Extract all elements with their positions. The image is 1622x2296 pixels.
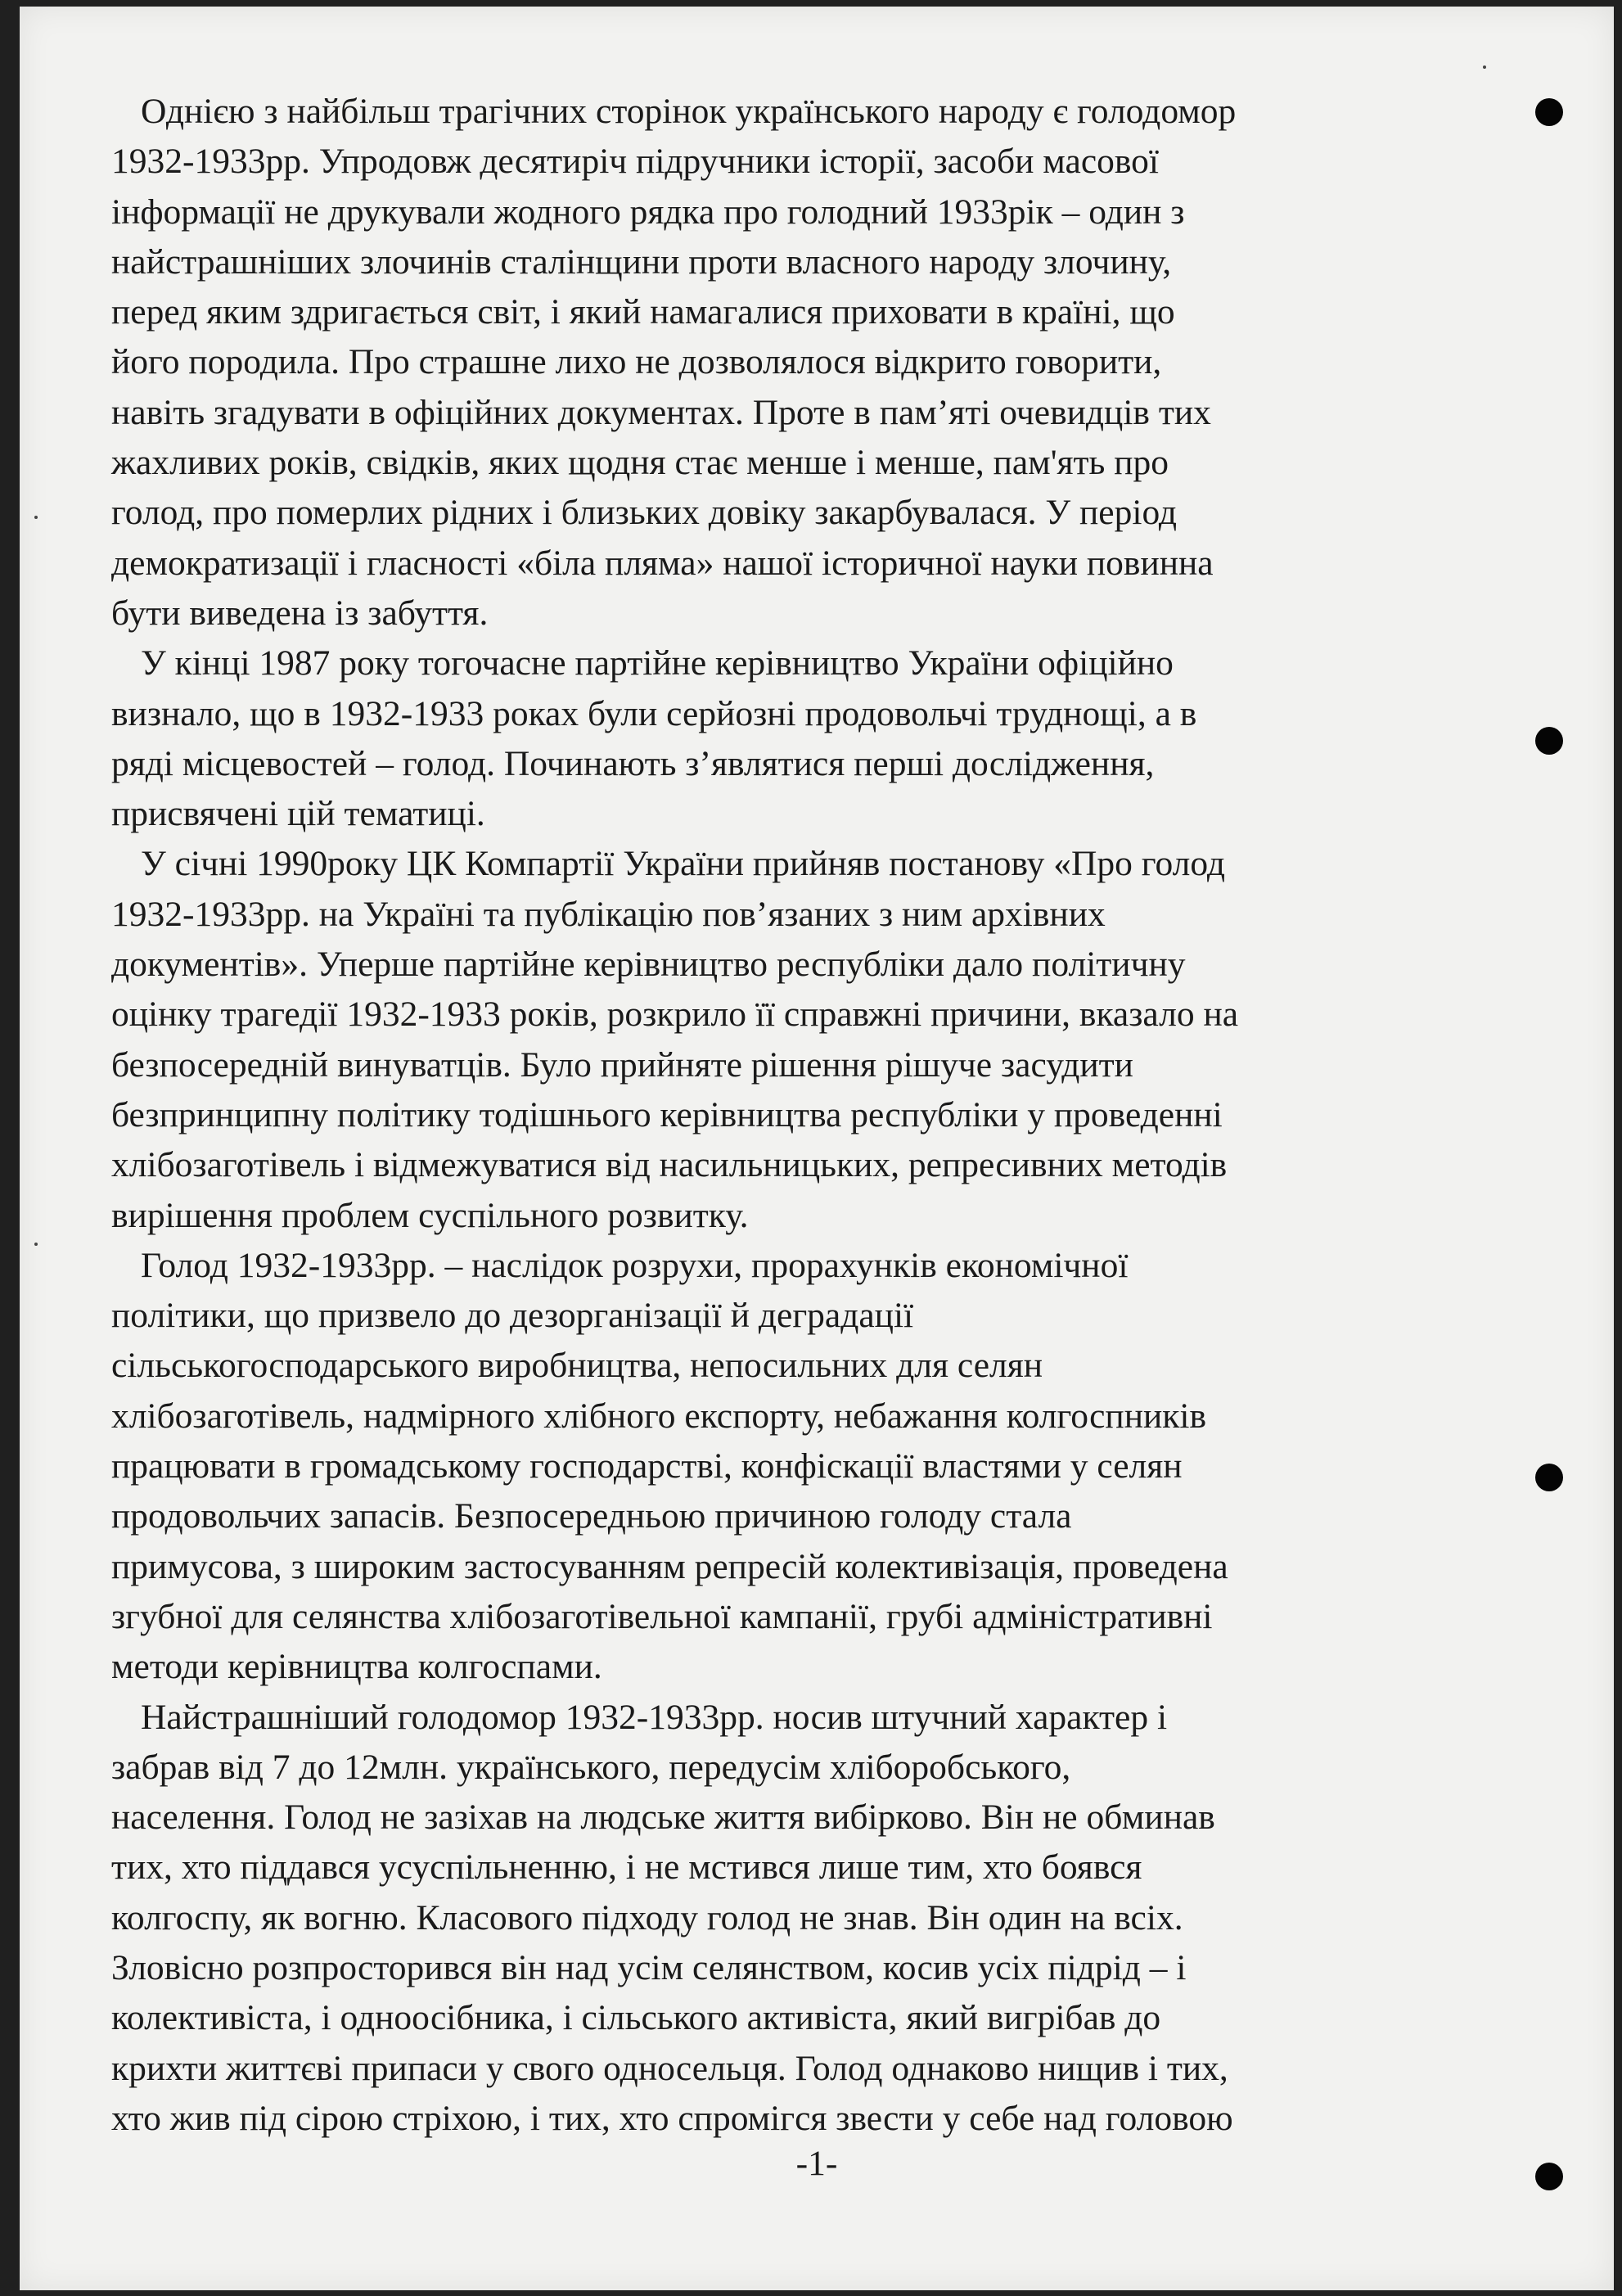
text-line: забрав від 7 до 12млн. українського, передусім хліборобського, [111, 1747, 1071, 1787]
paragraph-1 [111, 87, 1519, 638]
text-line: Найстрашніший голодомор 1932-1933рр. носив штучний характер і [141, 1697, 1168, 1737]
scan-speck [34, 516, 38, 519]
text-line: навіть згадувати в офіційних документах. Проте в пам’яті очевидців тих [111, 392, 1211, 432]
text-line: 1932-1933рр. на Україні та публікацію пов’язаних з ним архівних [111, 894, 1106, 934]
text-line: ряді місцевостей – голод. Починають з’являтися перші дослідження, [111, 743, 1155, 783]
text-line: хлібозаготівель, надмірного хлібного експорту, небажання колгоспників [111, 1396, 1207, 1436]
text-line: тих, хто піддався усуспільненню, і не мстився лише тим, хто боявся [111, 1847, 1142, 1888]
text-line: жахливих років, свідків, яких щодня стає менше і менше, пам'ять про [111, 443, 1169, 483]
scan-speck [1483, 65, 1486, 69]
text-line: його породила. Про страшне лихо не дозволялося відкрито говорити, [111, 342, 1162, 382]
paragraph-5 [111, 1693, 1519, 2145]
punch-hole [1535, 1464, 1563, 1491]
paragraph-4 [111, 1241, 1519, 1693]
text-line: методи керівництва колгоспами. [111, 1647, 602, 1687]
text-line: хлібозаготівель і відмежуватися від насильницьких, репресивних методів [111, 1145, 1228, 1185]
text-line: перед яким здригається світ, і який намагалися приховати в країні, що [111, 292, 1175, 332]
text-line: політики, що призвело до дезорганізації й деградації [111, 1296, 914, 1336]
paragraph-2 [111, 638, 1519, 839]
text-line: хто жив під сірою стріхою, і тих, хто спромігся звести у себе над головою [111, 2098, 1233, 2138]
page-number: -1- [795, 2144, 838, 2183]
document-page [20, 7, 1614, 2290]
body-text [111, 87, 1519, 2144]
text-line: У січні 1990року ЦК Компартії України прийняв постанову «Про голод [141, 844, 1226, 884]
text-line: документів». Уперше партійне керівництво республіки дало політичну [111, 945, 1186, 985]
text-line: продовольчих запасів. Безпосередньою причиною голоду стала [111, 1496, 1072, 1536]
paragraph-3 [111, 839, 1519, 1240]
text-line: присвячені цій тематиці. [111, 794, 485, 834]
scan-speck [34, 1243, 38, 1246]
text-line: колгоспу, як вогню. Класового підходу голод не знав. Він один на всіх. [111, 1897, 1183, 1937]
text-line: безпринципну політику тодішнього керівництва республіки у проведенні [111, 1094, 1223, 1134]
punch-hole [1535, 98, 1563, 126]
text-line: населення. Голод не зазіхав на людське життя вибірково. Він не обминав [111, 1798, 1215, 1838]
text-line: Однією з найбільш трагічних сторінок українського народу є голодомор [141, 92, 1237, 131]
text-line: крихти життєві припаси у свого односельця. Голод однаково нищив і тих, [111, 2048, 1228, 2088]
text-line: безпосередній винуватців. Було прийняте рішення рішуче засудити [111, 1044, 1133, 1085]
text-line: 1932-1933рр. Упродовж десятиріч підручники історії, засоби масової [111, 142, 1159, 182]
text-line: бути виведена із забуття. [111, 593, 489, 633]
text-line: демократизації і гласності «біла пляма» нашої історичної науки повинна [111, 543, 1214, 583]
text-line: У кінці 1987 року тогочасне партійне керівництво України офіційно [141, 643, 1174, 683]
text-line: голод, про померлих рідних і близьких довіку закарбувалася. У період [111, 493, 1178, 533]
punch-hole [1535, 727, 1563, 755]
text-line: сільськогосподарського виробництва, непосильних для селян [111, 1346, 1043, 1386]
text-line: найстрашніших злочинів сталінщини проти власного народу злочину, [111, 241, 1172, 282]
text-line: оцінку трагедії 1932-1933 років, розкрило її справжні причини, вказало на [111, 995, 1239, 1035]
text-line: примусова, з широким застосуванням репресій колективізація, проведена [111, 1546, 1228, 1586]
text-line: інформації не друкували жодного рядка про голодний 1933рік – один з [111, 192, 1185, 232]
text-line: Голод 1932-1933рр. – наслідок розрухи, прорахунків економічної [141, 1245, 1129, 1285]
text-line: колективіста, і одноосібника, і сільського активіста, який вигрібав до [111, 1998, 1161, 2038]
text-line: вирішення проблем суспільного розвитку. [111, 1195, 749, 1235]
text-line: згубної для селянства хлібозаготівельної кампанії, грубі адміністративні [111, 1596, 1213, 1636]
punch-hole [1535, 2163, 1563, 2190]
text-line: працювати в громадському господарстві, конфіскації властями у селян [111, 1446, 1183, 1486]
text-line: Зловісно розпросторився він над усім селянством, косив усіх підрід – і [111, 1947, 1187, 1987]
text-line: визнало, що в 1932-1933 роках були серйозні продовольчі труднощі, а в [111, 693, 1197, 733]
